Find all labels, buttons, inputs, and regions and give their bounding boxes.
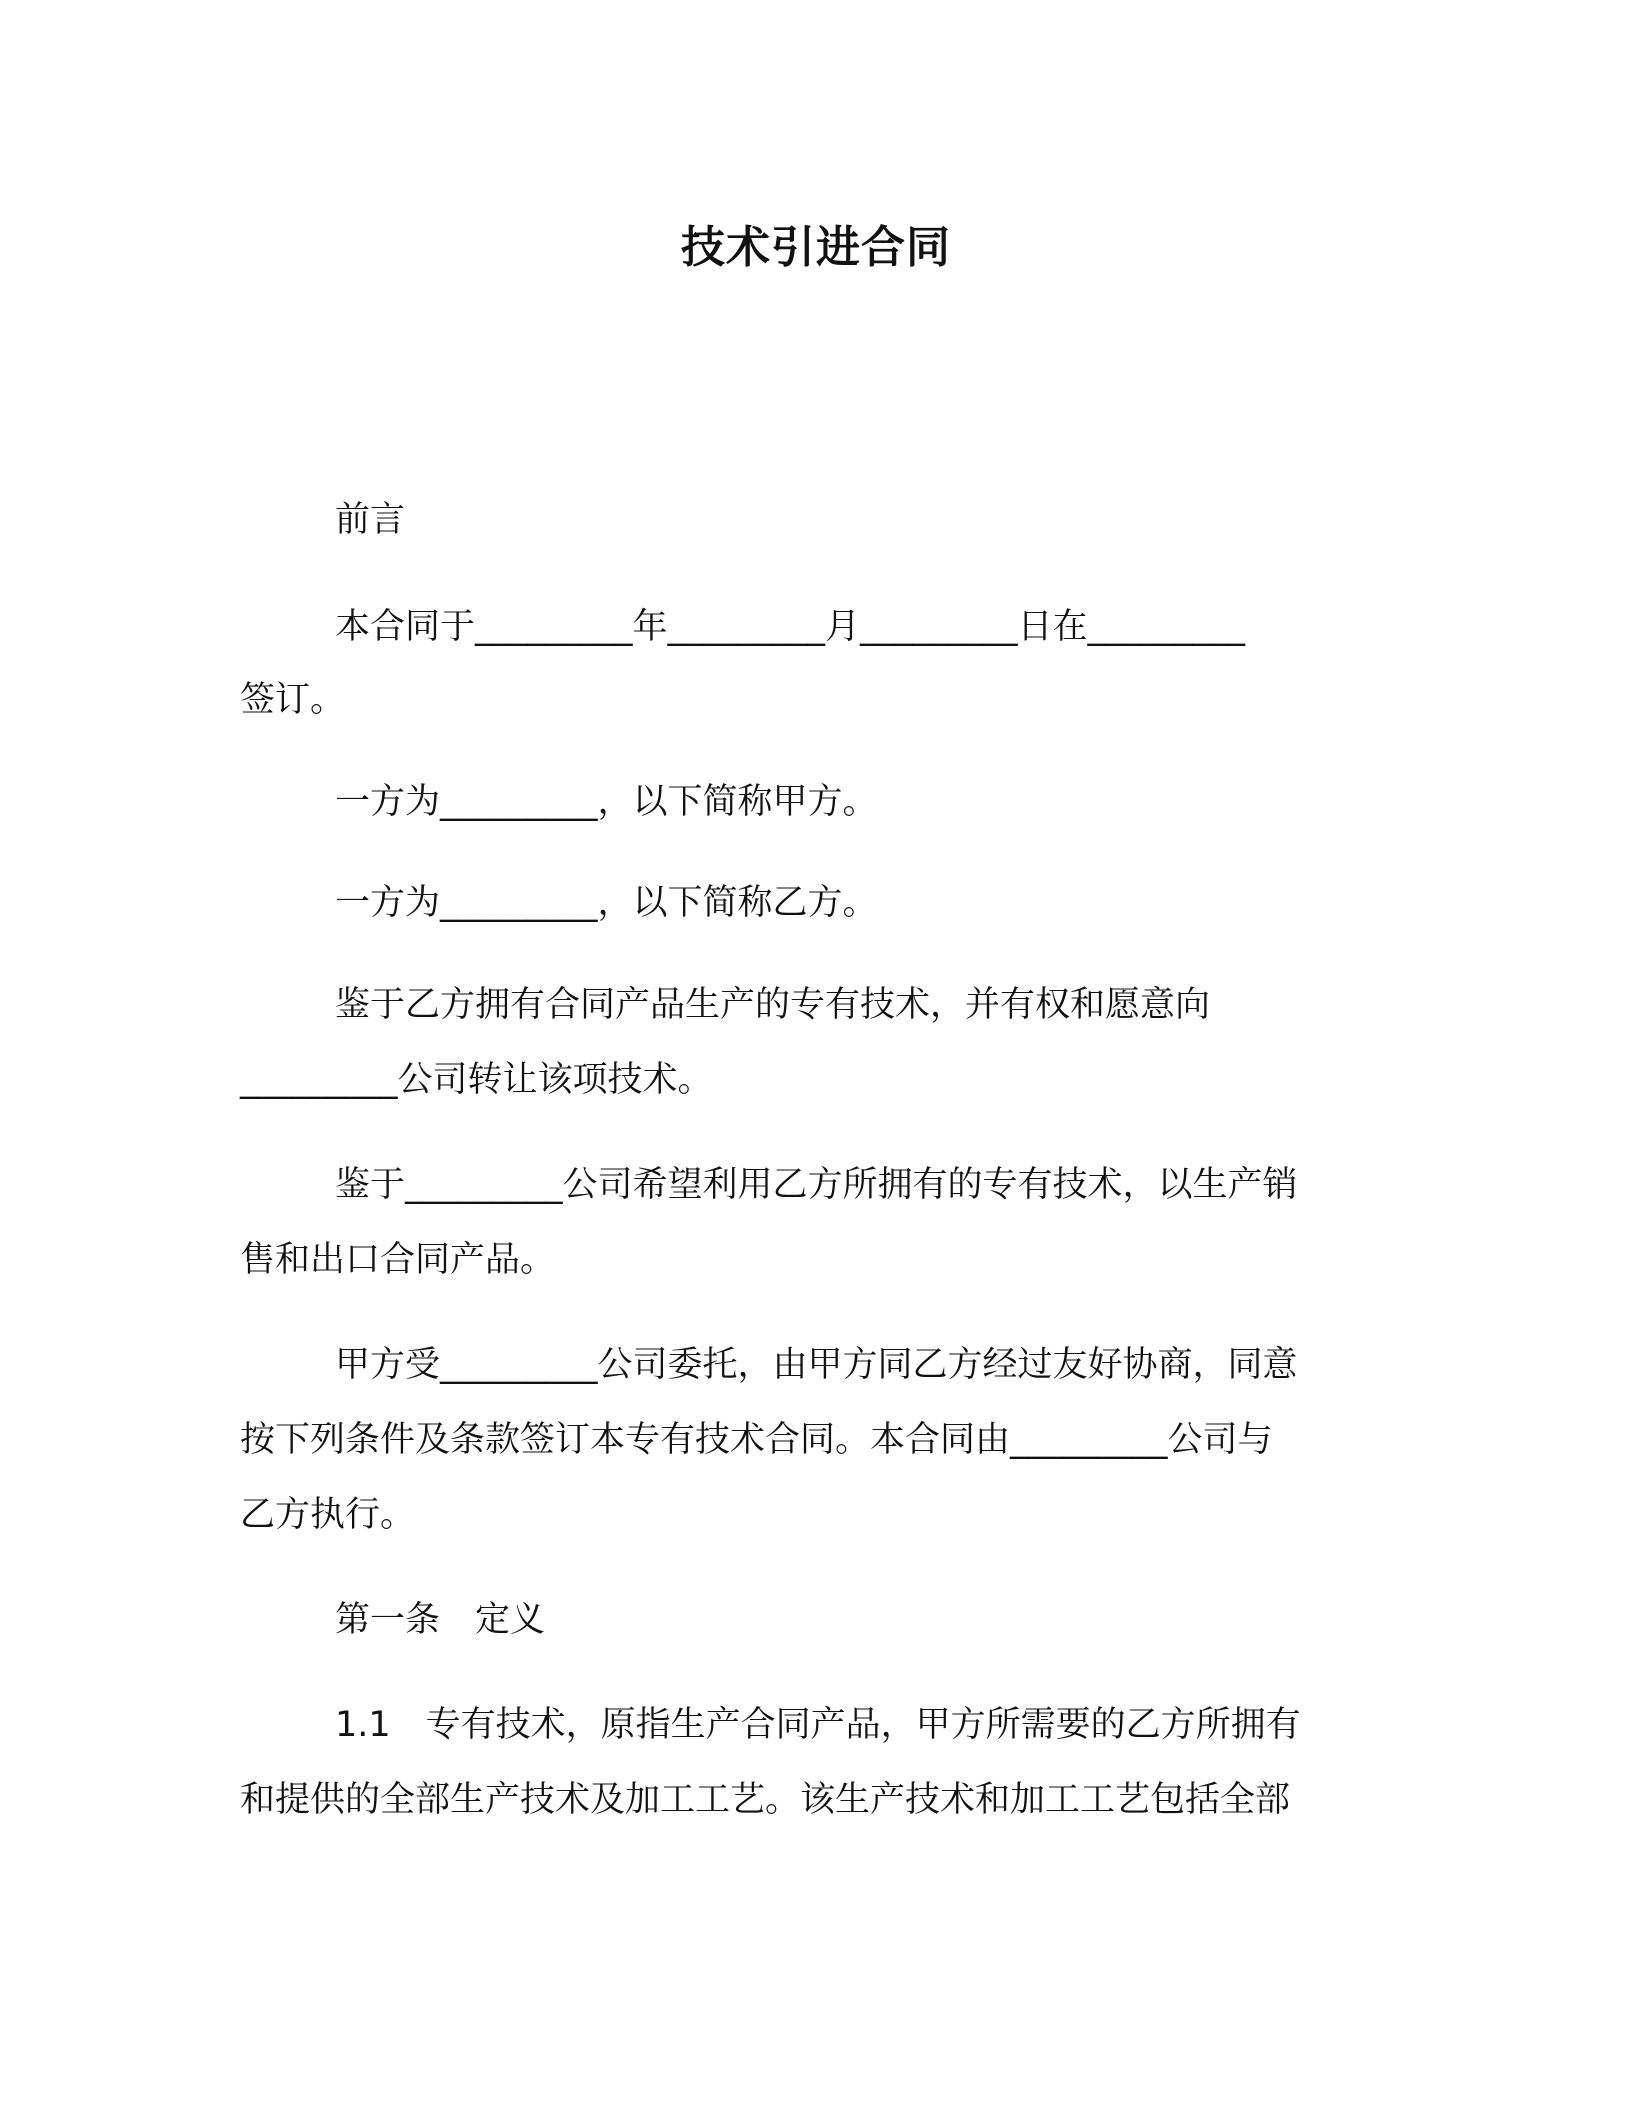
section-heading: 第一条 定义 xyxy=(335,1600,546,1640)
paragraph-line: 签订。 xyxy=(240,680,346,720)
paragraph-line: 一方为_________，以下简称乙方。 xyxy=(335,883,878,923)
preface-heading: 前言 xyxy=(335,500,406,540)
paragraph-line: _________公司转让该项技术。 xyxy=(240,1060,713,1100)
paragraph-line: 售和出口合同产品。 xyxy=(240,1240,556,1280)
document-title: 技术引进合同 xyxy=(681,222,951,273)
paragraph-line: 甲方受_________公司委托，由甲方同乙方经过友好协商，同意 xyxy=(335,1345,1298,1385)
paragraph-line: 按下列条件及条款签订本专有技术合同。本合同由_________公司与 xyxy=(240,1420,1273,1460)
paragraph-line: 本合同于_________年_________月_________日在_________ xyxy=(335,607,1246,647)
paragraph-line: 乙方执行。 xyxy=(240,1495,416,1535)
paragraph-line: 1.1 专有技术，原指生产合同产品，甲方所需要的乙方所拥有 xyxy=(335,1705,1301,1745)
paragraph-line: 和提供的全部生产技术及加工工艺。该生产技术和加工工艺包括全部 xyxy=(240,1780,1291,1820)
paragraph-line: 一方为_________，以下简称甲方。 xyxy=(335,782,878,822)
paragraph-line: 鉴于_________公司希望利用乙方所拥有的专有技术，以生产销 xyxy=(335,1165,1298,1205)
paragraph-line: 鉴于乙方拥有合同产品生产的专有技术，并有权和愿意向 xyxy=(335,985,1211,1025)
